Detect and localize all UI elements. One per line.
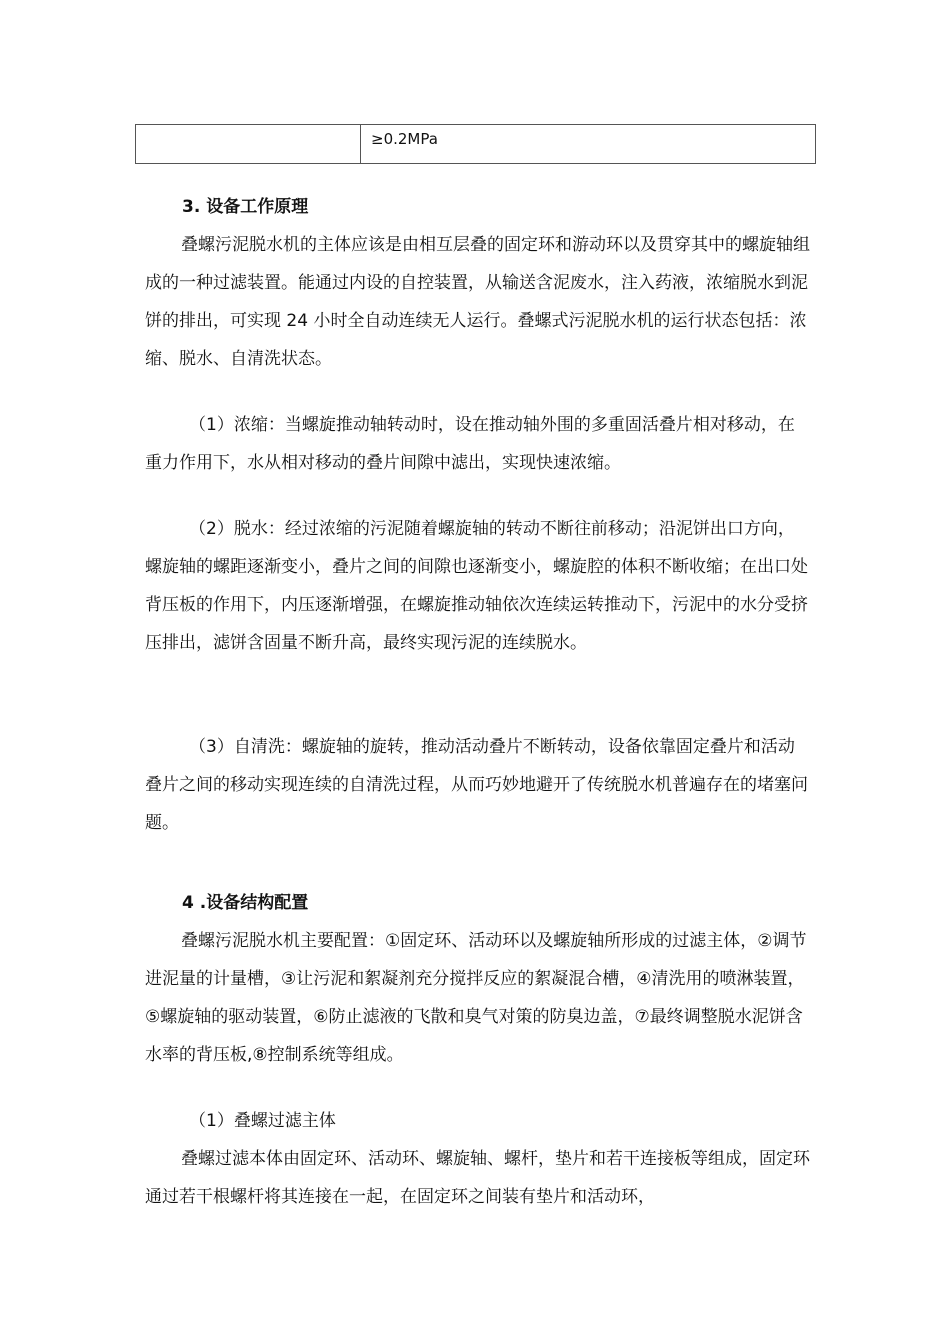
paragraph: 叠螺过滤本体由固定环、活动环、螺旋轴、螺杆，垫片和若干连接板等组成，固定环通过若干根螺杆将其连接在一起，在固定环之间装有垫片和活动环， bbox=[145, 1149, 810, 1207]
section-3-intro bbox=[145, 226, 810, 378]
section-4-sub-1-body bbox=[145, 1140, 810, 1216]
section-3-item-3 bbox=[145, 728, 810, 842]
section-4-sub-1-title bbox=[145, 1102, 810, 1140]
paragraph: （1）浓缩：当螺旋推动轴转动时，设在推动轴外围的多重固活叠片相对移动，在重力作用下，水从相对移动的叠片间隙中滤出，实现快速浓缩。 bbox=[145, 415, 795, 473]
spec-table bbox=[135, 124, 816, 164]
section-4-intro bbox=[145, 922, 810, 1074]
section-4-heading bbox=[182, 884, 802, 922]
paragraph: 叠螺污泥脱水机主要配置：①固定环、活动环以及螺旋轴所形成的过滤主体，②调节进泥量的计量槽，③让污泥和絮凝剂充分搅拌反应的絮凝混合槽，④清洗用的喷淋装置，⑤螺旋轴的驱动装置，⑥防止滤液的飞散和臭气对策的防臭边盖，⑦最终调整脱水泥饼含水率的背压板,⑧控制系统等组成。 bbox=[145, 931, 807, 1065]
section-3-item-2 bbox=[145, 510, 810, 662]
paragraph: （2）脱水：经过浓缩的污泥随着螺旋轴的转动不断往前移动；沿泥饼出口方向，螺旋轴的螺距逐渐变小，叠片之间的间隙也逐渐变小，螺旋腔的体积不断收缩；在出口处背压板的作用下，内压逐渐增强，在螺旋推动轴依次连续运转推动下，污泥中的水分受挤压排出，滤饼含固量不断升高，最终实现污泥的连续脱水。 bbox=[145, 519, 808, 653]
subheading: （1）叠螺过滤主体 bbox=[189, 1111, 336, 1131]
table-row bbox=[136, 125, 816, 164]
section-heading: 4 .设备结构配置 bbox=[182, 893, 309, 913]
section-heading: 3. 设备工作原理 bbox=[182, 197, 309, 217]
section-3-heading bbox=[182, 188, 802, 226]
table-cell bbox=[136, 125, 361, 164]
section-3-item-1 bbox=[145, 406, 810, 482]
paragraph: 叠螺污泥脱水机的主体应该是由相互层叠的固定环和游动环以及贯穿其中的螺旋轴组成的一种过滤装置。能通过内设的自控装置，从输送含泥废水，注入药液，浓缩脱水到泥饼的排出，可实现 24 小时全自动连续无人运行。叠螺式污泥脱水机的运行状态包括：浓缩、脱水、自清洗状态。 bbox=[145, 235, 810, 369]
table-cell: ≥0.2MPa bbox=[361, 125, 816, 164]
paragraph: （3）自清洗：螺旋轴的旋转，推动活动叠片不断转动，设备依靠固定叠片和活动叠片之间的移动实现连续的自清洗过程，从而巧妙地避开了传统脱水机普遍存在的堵塞问题。 bbox=[145, 737, 808, 833]
